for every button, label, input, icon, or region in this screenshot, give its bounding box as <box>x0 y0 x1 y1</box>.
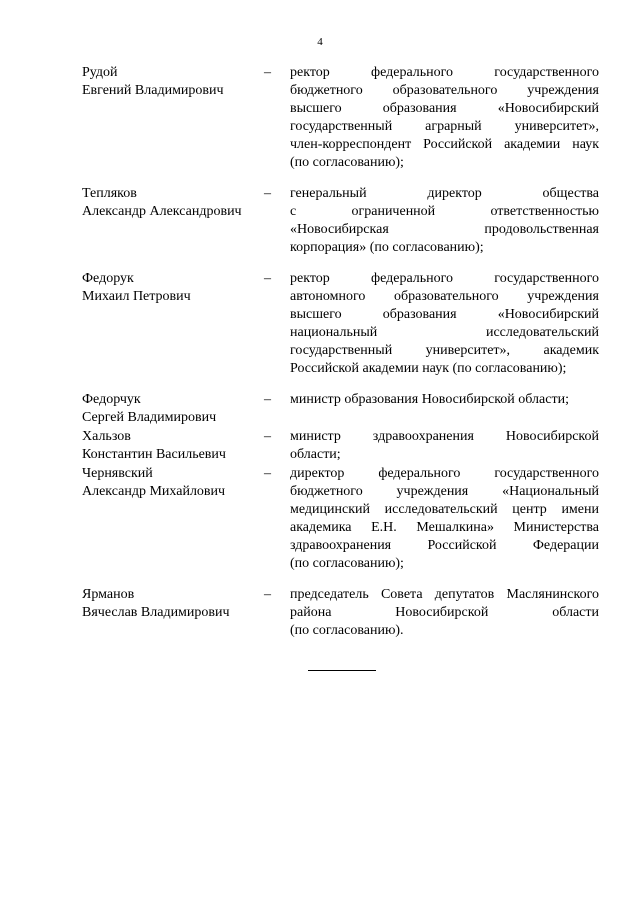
member-position <box>290 465 599 573</box>
position-line: директор федерального государственного <box>290 466 599 481</box>
member-surname: Чернявский <box>82 466 153 481</box>
member-surname: Федорчук <box>82 392 141 407</box>
member-name <box>82 270 264 306</box>
entry-dash: – <box>264 271 271 286</box>
member-surname: Федорук <box>82 271 134 286</box>
position-line: министр образования Новосибирской области; <box>290 392 569 407</box>
entry-dash: – <box>264 392 271 407</box>
member-position <box>290 185 599 257</box>
position-line: корпорация» (по согласованию); <box>290 240 484 255</box>
member-given-names: Михаил Петрович <box>82 289 191 304</box>
member-entry <box>82 391 600 427</box>
member-surname: Ярманов <box>82 587 135 602</box>
position-line: бюджетного образовательного учреждения <box>290 83 599 98</box>
member-surname: Хальзов <box>82 429 131 444</box>
member-entry <box>82 64 600 172</box>
entry-dash: – <box>264 429 271 444</box>
member-name <box>82 586 264 622</box>
member-given-names: Александр Михайлович <box>82 484 226 499</box>
position-line: (по согласованию). <box>290 623 404 638</box>
entry-dash: – <box>264 466 271 481</box>
position-line: района Новосибирской области <box>290 605 599 620</box>
member-name <box>82 185 264 221</box>
position-line: (по согласованию); <box>290 556 404 571</box>
member-position <box>290 391 599 409</box>
position-line: с ограниченной ответственностью <box>290 204 599 219</box>
member-surname: Рудой <box>82 65 118 80</box>
member-name <box>82 64 264 100</box>
entry-dash: – <box>264 65 271 80</box>
closing-rule <box>308 670 376 671</box>
position-line: высшего образования «Новосибирский <box>290 101 599 116</box>
position-line: ректор федерального государственного <box>290 65 599 80</box>
position-line: медицинский исследовательский центр имени <box>290 502 599 517</box>
position-line: председатель Совета депутатов Маслянинского <box>290 587 599 602</box>
position-line: бюджетного учреждения «Национальный <box>290 484 599 499</box>
entry-dash: – <box>264 186 271 201</box>
member-position <box>290 586 599 640</box>
position-line: член-корреспондент Российской академии наук <box>290 137 599 152</box>
position-line: «Новосибирская продовольственная <box>290 222 599 237</box>
position-line: государственный аграрный университет», <box>290 119 599 134</box>
member-entry <box>82 270 600 378</box>
member-given-names: Вячеслав Владимирович <box>82 605 230 620</box>
member-name <box>82 428 264 464</box>
position-line: здравоохранения Российской Федерации <box>290 538 599 553</box>
member-given-names: Евгений Владимирович <box>82 83 224 98</box>
member-entry <box>82 586 600 640</box>
position-line: министр здравоохранения Новосибирской <box>290 429 599 444</box>
position-line: автономного образовательного учреждения <box>290 289 599 304</box>
member-given-names: Константин Васильевич <box>82 447 226 462</box>
position-line: ректор федерального государственного <box>290 271 599 286</box>
member-position <box>290 428 599 464</box>
position-line: (по согласованию); <box>290 155 404 170</box>
position-line: Российской академии наук (по согласованию); <box>290 361 567 376</box>
member-position <box>290 64 599 172</box>
member-name <box>82 391 264 427</box>
position-line: академика Е.Н. Мешалкина» Министерства <box>290 520 599 535</box>
member-list <box>82 64 600 640</box>
position-line: генеральный директор общества <box>290 186 599 201</box>
member-name <box>82 465 264 501</box>
member-entry <box>82 185 600 257</box>
member-entry <box>82 428 600 464</box>
position-line: высшего образования «Новосибирский <box>290 307 599 322</box>
page-number: 4 <box>317 36 323 48</box>
member-position <box>290 270 599 378</box>
position-line: области; <box>290 447 341 462</box>
position-line: государственный университет», академик <box>290 343 599 358</box>
entry-dash: – <box>264 587 271 602</box>
member-given-names: Александр Александрович <box>82 204 242 219</box>
member-given-names: Сергей Владимирович <box>82 410 217 425</box>
member-entry <box>82 465 600 573</box>
position-line: национальный исследовательский <box>290 325 599 340</box>
member-surname: Тепляков <box>82 186 137 201</box>
